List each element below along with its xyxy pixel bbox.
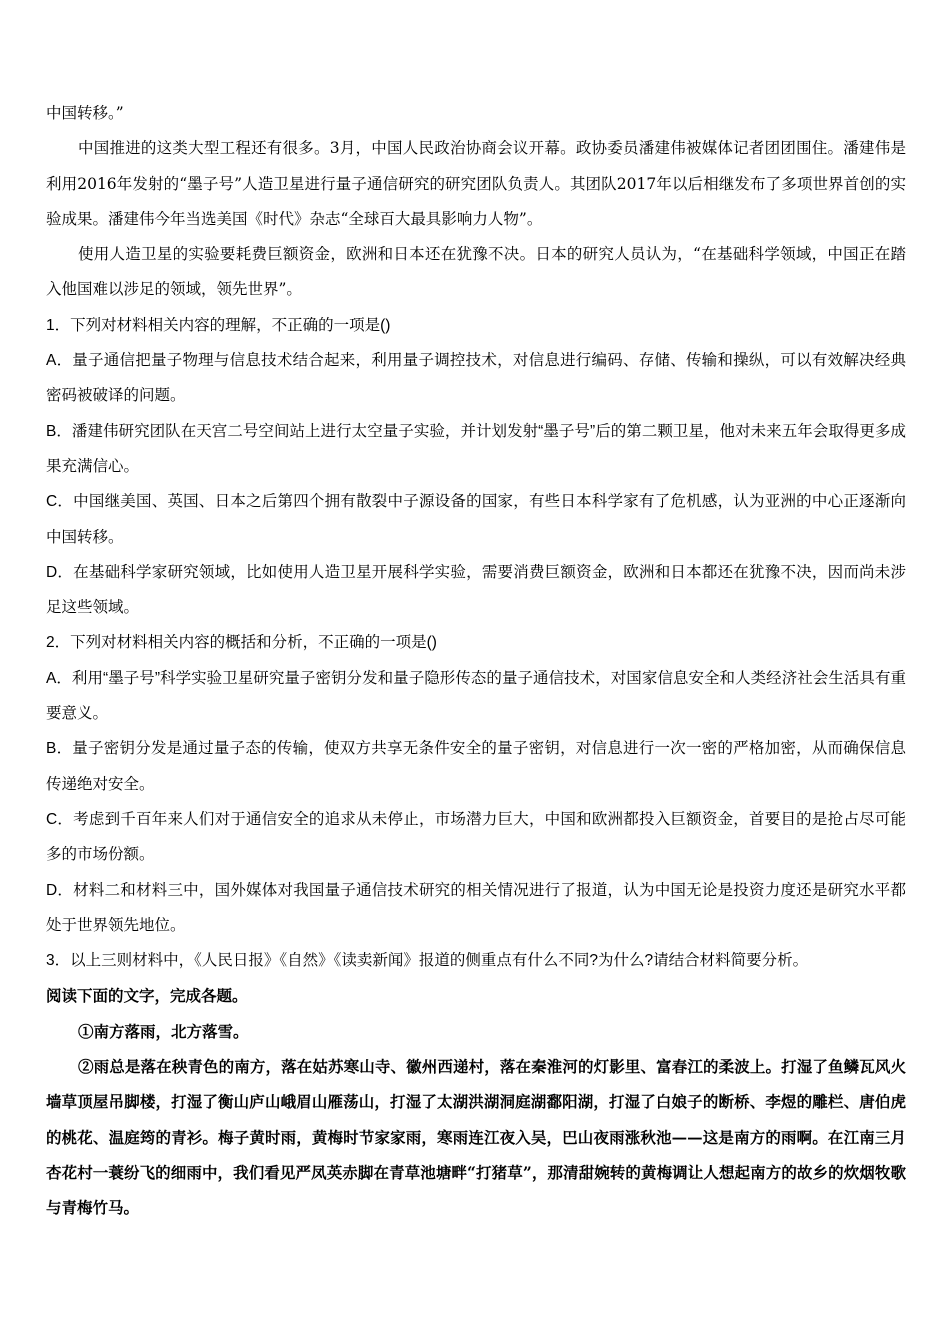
question-1 bbox=[46, 308, 906, 626]
passage-paragraph-2: 使用人造卫星的实验要耗费巨额资金，欧洲和日本还在犹豫不决。日本的研究人员认为，“在基础科学领域，中国正在踏入他国难以涉足的领域，领先世界”。 bbox=[46, 245, 906, 299]
passage-paragraph-0: 中国转移。” bbox=[46, 104, 124, 122]
question-1-stem: 1．下列对材料相关内容的理解，不正确的一项是() bbox=[46, 316, 391, 334]
document-body bbox=[46, 96, 906, 1226]
section-heading: 阅读下面的文字，完成各题。 bbox=[46, 986, 248, 1006]
question-3-stem: 3．以上三则材料中，《人民日报》《自然》《读卖新闻》报道的侧重点有什么不同?为什么?请结合材料简要分析。 bbox=[46, 952, 809, 970]
question-1-option-c: C．中国继美国、英国、日本之后第四个拥有散裂中子源设备的国家，有些日本科学家有了危机感，认为亚洲的中心正逐渐向中国转移。 bbox=[46, 493, 906, 546]
question-1-option-b: B．潘建伟研究团队在天宫二号空间站上进行太空量子实验，并计划发射“墨子号”后的第二颗卫星，他对未来五年会取得更多成果充满信心。 bbox=[46, 422, 906, 475]
section-paragraph-1: ①南方落雨，北方落雪。 bbox=[78, 1021, 249, 1041]
question-2-option-b: B．量子密钥分发是通过量子态的传输，使双方共享无条件安全的量子密钥，对信息进行一次一密的严格加密，从而确保信息传递绝对安全。 bbox=[46, 740, 906, 793]
question-2-option-a: A．利用“墨子号”科学实验卫星研究量子密钥分发和量子隐形传态的量子通信技术，对国家信息安全和人类经济社会生活具有重要意义。 bbox=[46, 669, 906, 723]
section-paragraph-2: ②雨总是落在秧青色的南方，落在姑苏寒山寺、徽州西递村，落在秦淮河的灯影里、富春江的柔波上。打湿了鱼鳞瓦风火墙草顶屋吊脚楼，打湿了衡山庐山峨眉山雁荡山，打湿了太湖洪湖洞庭湖鄱阳湖，打湿了白娘子的断桥、李煜的雕栏、唐伯虎的桃花、温庭筠的青衫。梅子黄时雨，黄梅时节家家雨，寒雨连江夜入吴，巴山夜雨涨秋池——这是南方的雨啊。在江南三月杏花村一蓑纷飞的细雨中，我们看见严凤英赤脚在青草池塘畔“打猪草”，那清甜婉转的黄梅调让人想起南方的故乡的炊烟牧歌与青梅竹马。 bbox=[46, 1057, 906, 1218]
question-1-option-d: D．在基础科学家研究领域，比如使用人造卫星开展科学实验，需要消费巨额资金，欧洲和日本都还在犹豫不决，因而尚未涉足这些领域。 bbox=[46, 563, 906, 617]
question-3 bbox=[46, 943, 906, 978]
question-2 bbox=[46, 625, 906, 943]
passage-paragraph-1: 中国推进的这类大型工程还有很多。3月，中国人民政治协商会议开幕。政协委员潘建伟被媒体记者团团围住。潘建伟是利用2016年发射的“墨子号”人造卫星进行量子通信研究的研究团队负责人。其团队2017年以后相继发布了多项世界首创的实验成果。潘建伟今年当选美国《时代》杂志“全球百大最具影响力人物”。 bbox=[46, 139, 906, 228]
reading-section bbox=[46, 978, 906, 1225]
question-2-stem: 2．下列对材料相关内容的概括和分析，不正确的一项是() bbox=[46, 634, 437, 652]
question-2-option-c: C．考虑到千百年来人们对于通信安全的追求从未停止，市场潜力巨大，中国和欧洲都投入巨额资金，首要目的是抢占尽可能多的市场份额。 bbox=[46, 810, 906, 864]
question-2-option-d: D．材料二和材料三中，国外媒体对我国量子通信技术研究的相关情况进行了报道，认为中国无论是投资力度还是研究水平都处于世界领先地位。 bbox=[46, 881, 906, 934]
question-1-option-a: A．量子通信把量子物理与信息技术结合起来，利用量子调控技术，对信息进行编码、存储、传输和操纵，可以有效解决经典密码被破译的问题。 bbox=[46, 352, 906, 405]
